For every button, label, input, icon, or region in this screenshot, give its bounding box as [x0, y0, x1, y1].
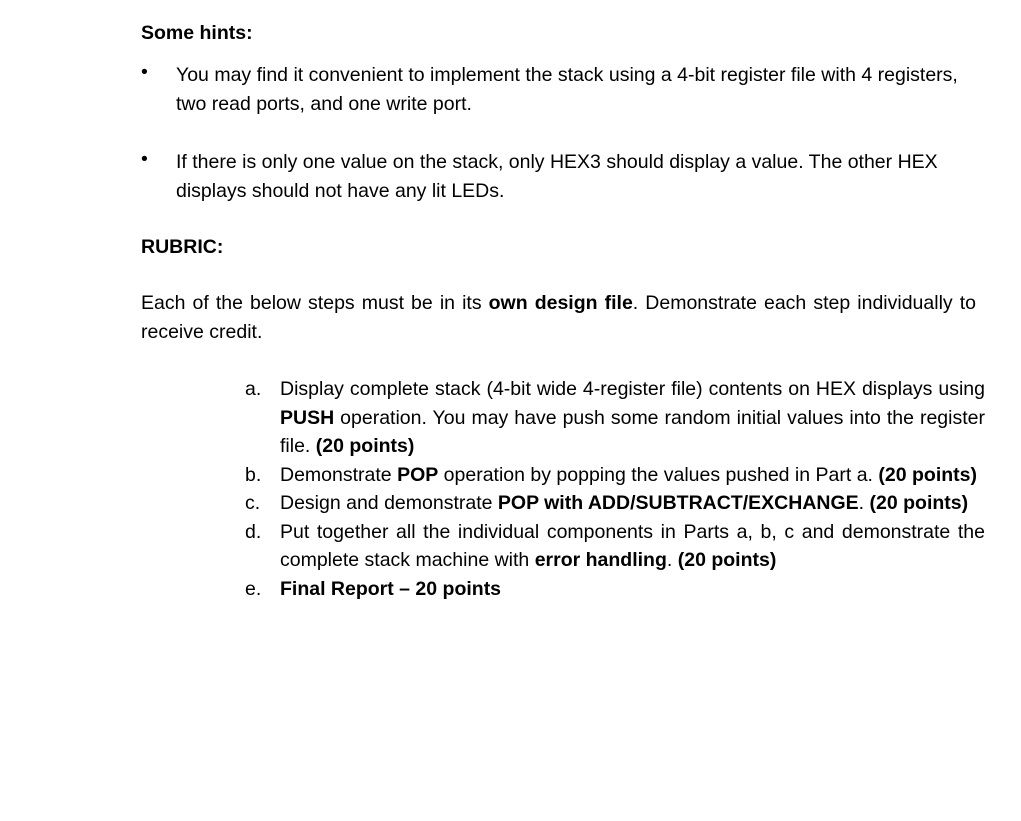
step-points: (20 points) — [315, 435, 415, 457]
bullet-icon: • — [141, 148, 148, 170]
rubric-step-c — [245, 489, 985, 518]
intro-text: . Demonstrate each step individually to receive credit. — [141, 292, 976, 343]
bullet-icon: • — [141, 61, 148, 83]
step-letter: c. — [245, 492, 261, 514]
step-text: Design and demonstrate — [280, 492, 498, 514]
step-points: (20 points) — [878, 463, 977, 486]
step-body — [280, 489, 985, 518]
step-text: Display complete stack (4-bit wide 4-register file) contents on HEX displays using — [280, 378, 985, 400]
step-text: operation by popping the values pushed in Part a. — [438, 463, 879, 486]
intro-text: Each of the below steps must be in its — [141, 292, 489, 314]
hint-text: If there is only one value on the stack, only HEX3 should display a value. The other HEX displays should not have any lit LEDs. — [176, 151, 938, 202]
step-body — [280, 375, 985, 461]
rubric-step-b — [245, 461, 985, 490]
rubric-step-a — [245, 375, 985, 461]
step-letter: e. — [245, 577, 262, 600]
step-text: operation. You may have push some random initial values into the register file. — [280, 406, 985, 457]
step-text: . — [666, 549, 678, 571]
step-bold-text: PUSH — [280, 406, 335, 429]
rubric-heading: RUBRIC: — [141, 236, 224, 258]
hint-text: You may find it convenient to implement the stack using a 4-bit register file with 4 registers, two read ports, and one write port. — [176, 64, 958, 115]
step-text: Demonstrate — [280, 463, 398, 486]
step-bold-text: error handling — [534, 549, 667, 571]
step-letter: a. — [245, 378, 262, 400]
step-points: (20 points) — [677, 549, 777, 571]
step-body — [280, 575, 985, 604]
intro-bold-text: own design file — [488, 292, 633, 314]
step-letter: b. — [245, 463, 262, 486]
rubric-step-e — [245, 575, 985, 604]
rubric-steps-list — [245, 375, 985, 603]
step-letter: d. — [245, 520, 262, 543]
step-bold-text: POP — [397, 463, 439, 486]
step-text: . — [858, 492, 870, 514]
step-bold-text: POP with ADD/SUBTRACT/EXCHANGE — [497, 492, 859, 514]
step-bold-text: Final Report – 20 points — [280, 577, 502, 600]
rubric-step-d — [245, 518, 985, 575]
step-body — [280, 518, 985, 575]
rubric-intro — [141, 289, 976, 347]
step-body — [280, 461, 985, 490]
step-text: Put together all the individual components in Parts a, b, c and demonstrate the complete stack machine with — [280, 520, 985, 571]
hints-heading: Some hints: — [141, 22, 253, 44]
step-points: (20 points) — [869, 492, 969, 514]
